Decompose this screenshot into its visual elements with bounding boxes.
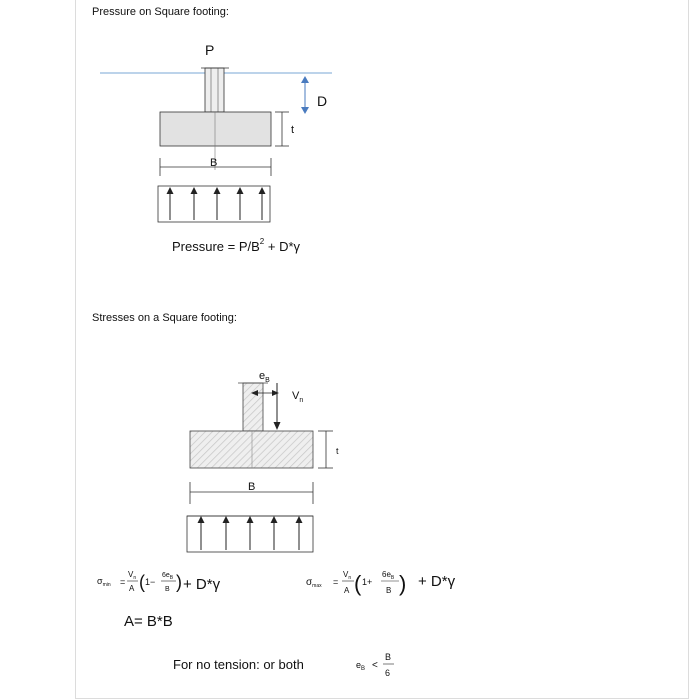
footing	[160, 112, 271, 146]
svg-text:B: B	[386, 586, 392, 595]
label-eB: $e_B$	[259, 370, 270, 384]
svg-text:): )	[399, 571, 407, 596]
svg-text:+ D*γ: + D*γ	[183, 576, 221, 593]
svg-text:=: =	[333, 577, 339, 587]
svg-text:σmax: $\sigma_{max}$	[306, 577, 322, 589]
svg-text:σmin: $\sigma_{min}$	[97, 576, 111, 588]
svg-text:(: (	[139, 572, 145, 592]
label-D: D	[317, 93, 328, 109]
label-t-2: t	[336, 446, 339, 456]
column	[205, 68, 224, 112]
svg-text:A: A	[129, 584, 135, 593]
svg-text:A: A	[344, 586, 350, 595]
section2-heading: Stresses on a Square footing:	[92, 312, 237, 324]
svg-text:Vn: $V_n$	[128, 570, 137, 581]
sigma-max-formula	[306, 570, 456, 596]
svg-text:6eB: $6e_B$	[162, 572, 174, 581]
footing-diagram-1	[100, 42, 332, 222]
no-tension-text: For no tension: or both	[173, 657, 304, 672]
svg-text:(: (	[354, 571, 362, 596]
svg-text:1−: 1−	[145, 577, 156, 587]
svg-text:B: B	[165, 586, 170, 593]
svg-text:Vn: $V_n$	[343, 570, 352, 581]
section1-heading: Pressure on Square footing:	[92, 6, 229, 18]
svg-text:1+: 1+	[362, 577, 373, 587]
label-P: P	[205, 42, 215, 58]
footing-diagram-2	[187, 370, 339, 552]
soil-pressure-box	[158, 186, 270, 222]
label-Vn: $V_n$	[292, 390, 304, 404]
label-t: t	[291, 124, 295, 136]
svg-text:6eB: $6e_B$	[382, 570, 395, 581]
pressure-formula: Pressure = $P/B^2 + D*\gamma$	[172, 237, 301, 254]
column-2	[243, 383, 263, 431]
svg-text:B: B	[385, 652, 392, 662]
label-B: B	[210, 157, 218, 169]
svg-text:+ D*γ: + D*γ	[418, 573, 456, 590]
svg-text:eB: $e_B$	[356, 660, 366, 672]
svg-text:<: <	[372, 660, 378, 671]
svg-text:): )	[176, 572, 182, 592]
sigma-min-formula	[97, 570, 221, 593]
eccentricity-limit	[356, 652, 394, 678]
label-B-2: B	[248, 481, 256, 493]
footing-2	[190, 431, 313, 468]
svg-text:6: 6	[385, 668, 391, 678]
area-formula: A= B*B	[124, 613, 173, 630]
svg-text:=: =	[120, 577, 126, 587]
